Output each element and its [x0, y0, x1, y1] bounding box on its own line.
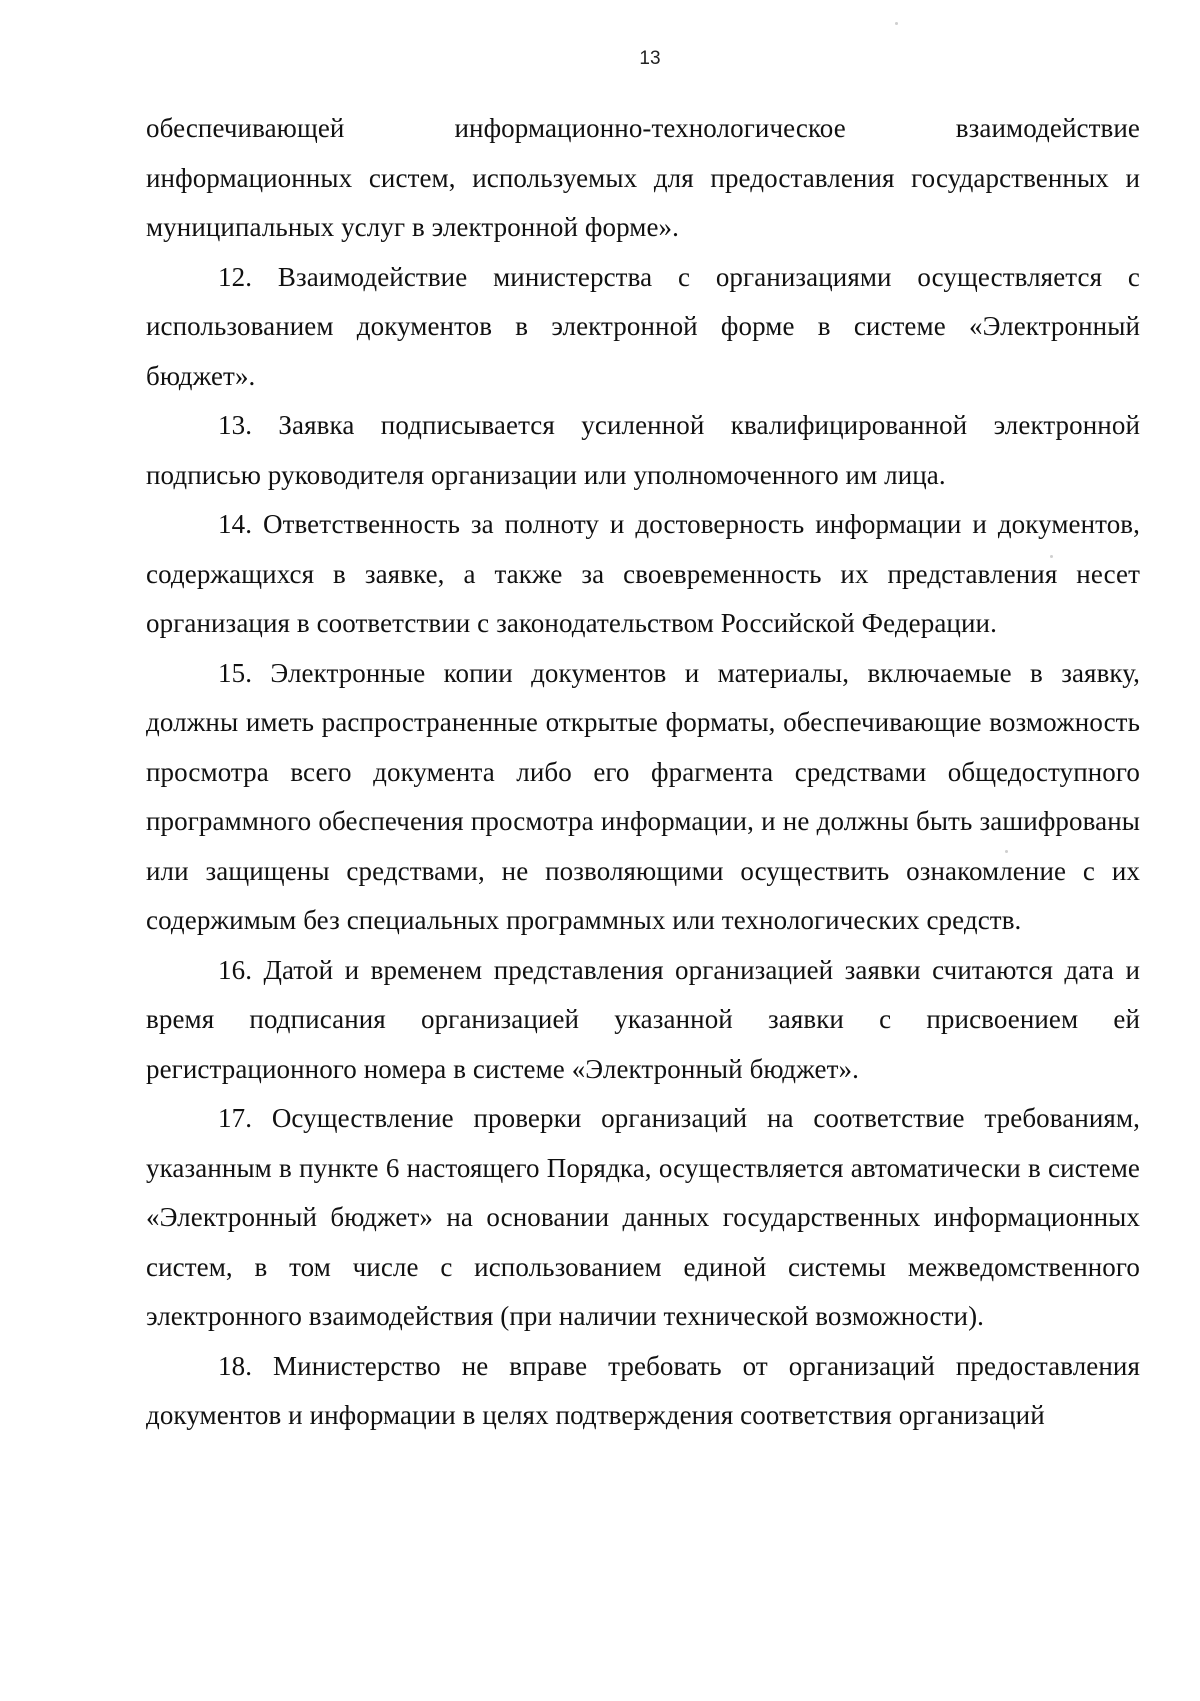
paragraph-14: 14. Ответственность за полноту и достоверность информации и документов, содержащихся в заявке, а также за своевременность их представления несет организация в соответствии с законодательством Российской Федерации.	[146, 509, 1140, 638]
scan-artifact	[895, 22, 898, 25]
paragraph-12: 12. Взаимодействие министерства с организациями осуществляется с использованием документов в электронной форме в системе «Электронный бюджет».	[146, 261, 1140, 391]
paragraph-18: 18. Министерство не вправе требовать от организаций предоставления документов и информации в целях подтверждения соответствия организаций	[146, 1350, 1140, 1430]
paragraph-17: 17. Осуществление проверки организаций на соответствие требованиям, указанным в пункте 6 настоящего Порядка, осуществляется автоматически в системе «Электронный бюджет» на основании данных государственных информационных систем, в том числе с использованием единой системы межведомственного электронного взаимодействия (при наличии технической возможности).	[146, 1103, 1140, 1331]
paragraph-13: 13. Заявка подписывается усиленной квалифицированной электронной подписью руководителя организации или уполномоченного им лица.	[146, 410, 1140, 490]
page-number: 13	[639, 48, 661, 69]
scan-artifact	[1005, 850, 1008, 853]
scan-artifact	[1050, 555, 1053, 558]
document-body	[146, 104, 1140, 1441]
paragraph-continuation: информационных систем, используемых для предоставления государственных и муниципальных услуг в электронной форме».	[146, 162, 1140, 242]
paragraph-16: 16. Датой и временем представления организацией заявки считаются дата и время подписания организацией указанной заявки с присвоением ей регистрационного номера в системе «Электронный бюджет».	[146, 954, 1140, 1084]
paragraph-continuation-first-line: обеспечивающей информационно-технологическое взаимодействие	[146, 113, 1140, 143]
paragraph-15: 15. Электронные копии документов и материалы, включаемые в заявку, должны иметь распространенные открытые форматы, обеспечивающие возможность просмотра всего документа либо его фрагмента средствами общедоступного программного обеспечения просмотра информации, и не должны быть зашифрованы или защищены средствами, не позволяющими осуществить ознакомление с их содержимым без специальных программных или технологических средств.	[146, 657, 1140, 935]
